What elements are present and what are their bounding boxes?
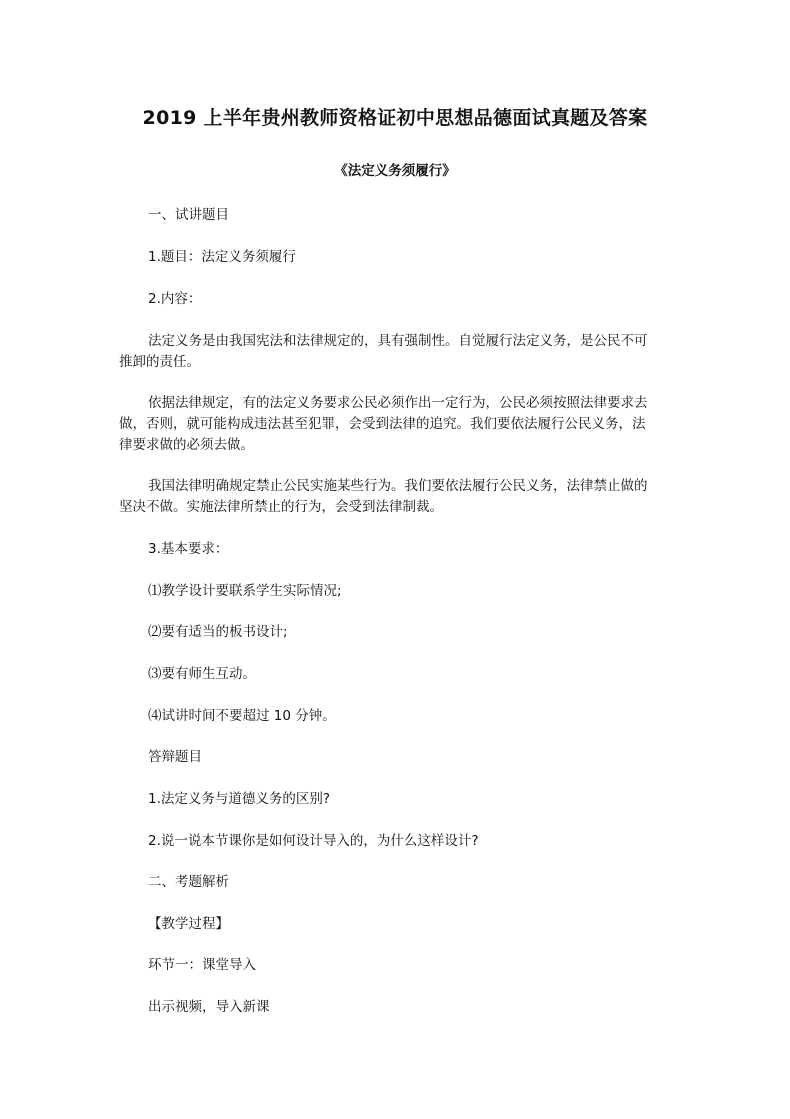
requirement-item-1: ⑴教学设计要联系学生实际情况; <box>148 583 342 599</box>
content-paragraph-2-line-3: 律要求做的必须去做。 <box>119 437 254 453</box>
content-heading: 2.内容： <box>148 291 202 307</box>
requirement-item-4: ⑷试讲时间不要超过 10 分钟。 <box>148 708 336 724</box>
step-1-heading: 环节一：课堂导入 <box>148 957 256 973</box>
defense-heading: 答辩题目 <box>148 749 202 765</box>
content-paragraph-1-line-2: 推卸的责任。 <box>119 354 200 370</box>
requirements-heading: 3.基本要求： <box>148 541 229 557</box>
requirement-item-2: ⑵要有适当的板书设计; <box>148 624 288 640</box>
document-subtitle: 《法定义务须履行》 <box>334 163 456 179</box>
defense-question-2: 2.说一说本节课你是如何设计导入的，为什么这样设计? <box>148 833 479 849</box>
content-paragraph-3-line-2: 坚决不做。实施法律所禁止的行为，会受到法律制裁。 <box>119 499 443 515</box>
content-paragraph-2-line-2: 做，否则，就可能构成违法甚至犯罪，会受到法律的追究。我们要依法履行公民义务，法 <box>119 416 646 432</box>
document-title: 2019 上半年贵州教师资格证初中思想品德面试真题及答案 <box>142 107 648 129</box>
step-1-detail: 出示视频，导入新课 <box>148 999 270 1015</box>
content-paragraph-3-line-1: 我国法律明确规定禁止公民实施某些行为。我们要依法履行公民义务，法律禁止做的 <box>148 478 648 494</box>
requirement-item-3: ⑶要有师生互动。 <box>148 666 256 682</box>
topic-line: 1.题目：法定义务须履行 <box>148 249 296 265</box>
section-heading-lecture: 一、试讲题目 <box>148 207 229 223</box>
content-paragraph-2-line-1: 依据法律规定，有的法定义务要求公民必须作出一定行为，公民必须按照法律要求去 <box>148 395 648 411</box>
section-heading-analysis: 二、考题解析 <box>148 874 229 890</box>
defense-question-1: 1.法定义务与道德义务的区别? <box>148 791 331 807</box>
teaching-process-heading: 【教学过程】 <box>148 916 229 932</box>
content-paragraph-1-line-1: 法定义务是由我国宪法和法律规定的，具有强制性。自觉履行法定义务，是公民不可 <box>148 333 648 349</box>
